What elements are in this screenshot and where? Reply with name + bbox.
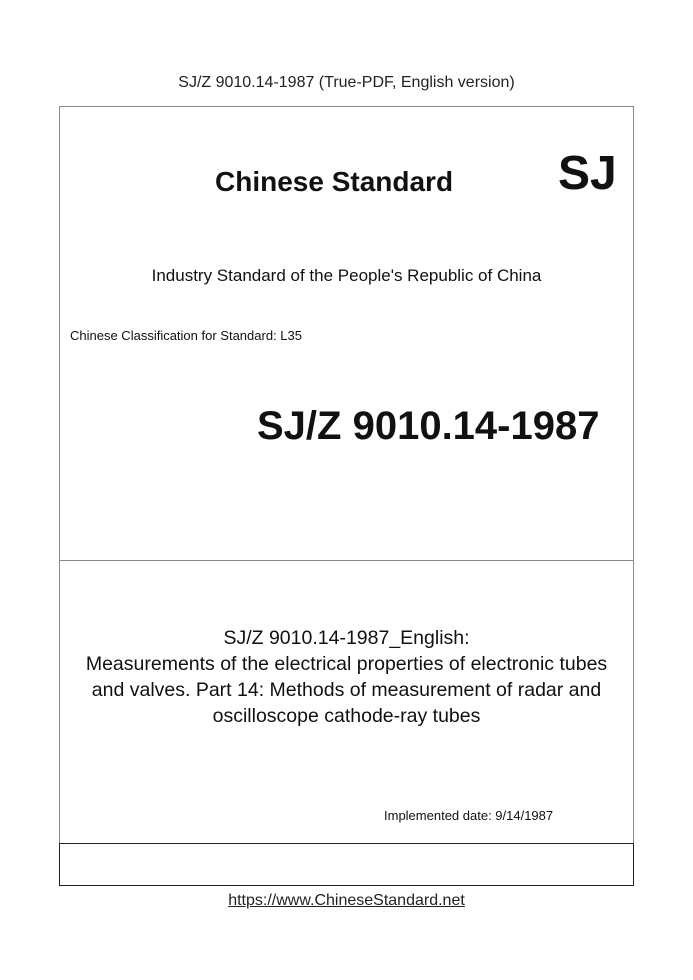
document-header: SJ/Z 9010.14-1987 (True-PDF, English version): [178, 74, 515, 91]
implemented-date: Implemented date: 9/14/1987: [384, 808, 554, 823]
cover-bottom-panel: [59, 843, 634, 886]
description-line-1: SJ/Z 9010.14-1987_English:: [223, 627, 470, 649]
standard-title: Chinese Standard: [215, 166, 454, 197]
classification-text: Chinese Classification for Standard: L35: [70, 328, 302, 343]
description-line-2: Measurements of the electrical properties of electronic tubes: [85, 653, 608, 675]
description-line-4: oscilloscope cathode-ray tubes: [212, 705, 481, 727]
document-description: [59, 625, 634, 729]
industry-line: Industry Standard of the People's Republic of China: [151, 266, 542, 285]
description-line-3: and valves. Part 14: Methods of measurement of radar and: [91, 679, 602, 701]
standard-mark: SJ: [558, 147, 617, 200]
standard-number: SJ/Z 9010.14-1987: [257, 404, 600, 448]
website-link[interactable]: https://www.ChineseStandard.net: [228, 892, 465, 909]
